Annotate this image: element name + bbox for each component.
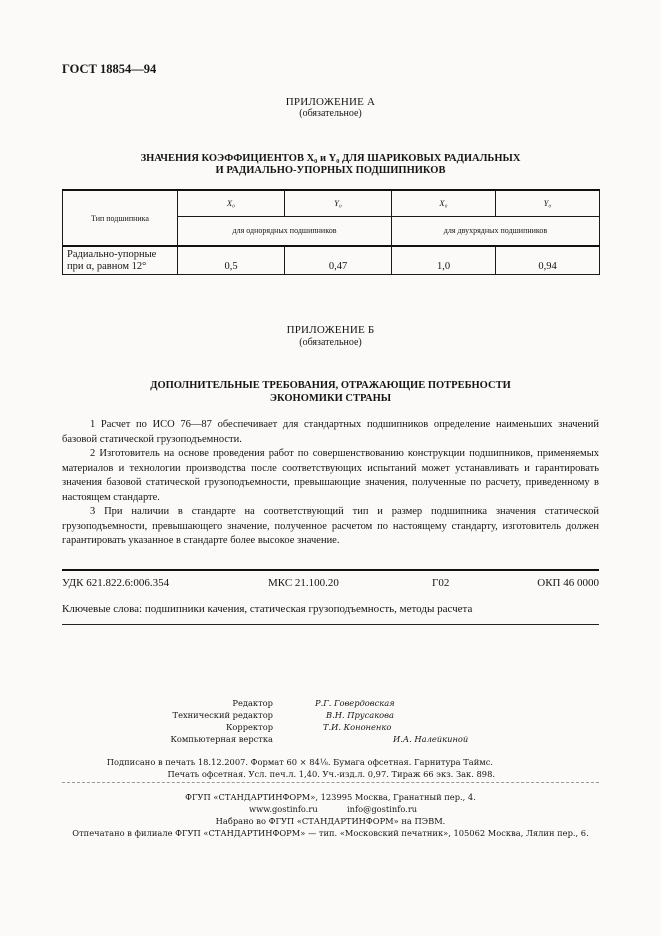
column-header-y0-single: Y₀	[285, 190, 392, 216]
appendix-b-title: ПРИЛОЖЕНИЕ Б	[286, 324, 375, 336]
signed-line: Подписано в печать 18.12.2007. Формат 60 × 84⅛. Бумага офсетная. Гарнитура Таймс.	[106, 757, 493, 767]
appendix-b-heading-line2: ЭКОНОМИКИ СТРАНЫ	[269, 393, 392, 404]
mks-code: МКС 21.100.20	[268, 577, 339, 589]
document-code: ГОСТ 18854—94	[62, 62, 157, 76]
group-header-single-row: для однорядных подшипников	[178, 216, 392, 246]
group-code: Г02	[432, 577, 450, 589]
layout-name: И.А. Налейкиной	[393, 734, 469, 744]
column-header-x0-double: X₀	[392, 190, 496, 216]
okp-code: ОКП 46 0000	[537, 577, 599, 589]
appendix-a-title: ПРИЛОЖЕНИЕ А	[285, 96, 376, 108]
email-link[interactable]: info@gostinfo.ru	[347, 804, 418, 814]
layout-label: Компьютерная верстка	[170, 734, 273, 744]
corrector-label: Корректор	[225, 722, 273, 732]
editor-name: Р.Г. Говердовская	[315, 698, 395, 708]
table-row	[63, 246, 600, 274]
tech-editor-name: В.Н. Прусакова	[326, 710, 394, 720]
keywords: Ключевые слова: подшипники качения, статическая грузоподъемность, методы расчета	[62, 603, 473, 615]
table-cell: 1,0	[392, 246, 496, 274]
printed-line: Отпечатано в филиале ФГУП «СТАНДАРТИНФОРМ» — тип. «Московский печатник», 105062 Москва, Лялин пер., 6.	[72, 828, 589, 838]
editor-label: Редактор	[232, 698, 273, 708]
udk-code: УДК 621.822.6:006.354	[62, 577, 170, 589]
appendix-a-heading-line1: ЗНАЧЕНИЯ КОЭФФИЦИЕНТОВ X₀ и Y₀ ДЛЯ ШАРИКОВЫХ РАДИАЛЬНЫХ	[140, 153, 521, 164]
editorial-credits	[0, 698, 661, 746]
table-cell: 0,5	[178, 246, 285, 274]
divider-keywords	[62, 624, 599, 625]
column-header-x0-single: X₀	[178, 190, 285, 216]
row-label-line1: Радиально-упорные	[67, 249, 157, 260]
row-label-line2: при α, равном 12°	[67, 261, 147, 272]
appendix-b-status: (обязательное)	[299, 337, 362, 348]
column-header-bearing-type: Тип подшипника	[63, 190, 178, 246]
column-header-y0-double: Y₀	[496, 190, 600, 216]
divider-imprint	[62, 782, 599, 783]
corrector-name: Т.И. Кононенко	[323, 722, 392, 732]
divider-top	[62, 569, 599, 571]
appendix-b-body	[62, 418, 599, 549]
table-cell: 0,47	[285, 246, 392, 274]
appendix-a-heading-line2: И РАДИАЛЬНО-УПОРНЫХ ПОДШИПНИКОВ	[215, 165, 446, 176]
paragraph-2: 2 Изготовитель на основе проведения работ по совершенствованию конструкции подшипников, применяемых материалов и технологии производства после соответствующих испытаний может устанавливать и гарантировать значения базовой статической грузоподъемности, превышающие значения, полученные по расчету, приведенному в настоящем стандарте.	[62, 448, 599, 503]
typeset-line: Набрано во ФГУП «СТАНДАРТИНФОРМ» на ПЭВМ.	[215, 816, 446, 826]
print-line: Печать офсетная. Усл. печ.л. 1,40. Уч.-изд.л. 0,97. Тираж 66 экз. Зак. 898.	[167, 769, 495, 779]
table-cell: 0,94	[496, 246, 600, 274]
group-header-double-row: для двухрядных подшипников	[392, 216, 600, 246]
appendix-b-heading-line1: ДОПОЛНИТЕЛЬНЫЕ ТРЕБОВАНИЯ, ОТРАЖАЮЩИЕ ПОТРЕБНОСТИ	[150, 380, 511, 391]
website-link[interactable]: www.gostinfo.ru	[249, 804, 318, 814]
row-label	[63, 246, 178, 274]
paragraph-3: 3 При наличии в стандарте на соответствующий тип и размер подшипника значения статической грузоподъемности, превышающего значение, полученное расчетом по настоящему стандарту, изготовитель должен гарантировать указанное в стандарте более высокое значение.	[62, 506, 599, 546]
publisher-line: ФГУП «СТАНДАРТИНФОРМ», 123995 Москва, Гранатный пер., 4.	[185, 792, 476, 802]
appendix-a-status: (обязательное)	[299, 108, 362, 119]
coefficients-table	[62, 189, 600, 275]
tech-editor-label: Технический редактор	[172, 710, 273, 720]
paragraph-1: 1 Расчет по ИСО 76—87 обеспечивает для стандартных подшипников определение наименьших значений базовой статической грузоподъемности.	[62, 419, 599, 445]
